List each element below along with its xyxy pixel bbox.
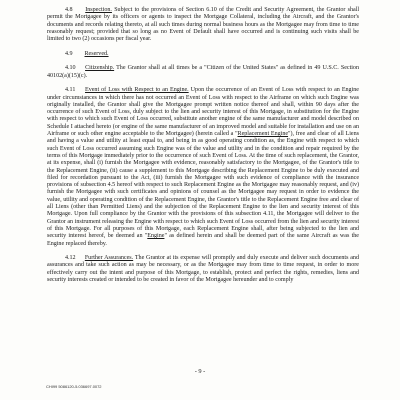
document-id: CHI99 5086120-5.036697.0072 bbox=[46, 384, 102, 389]
section-heading: Citizenship. bbox=[85, 65, 115, 72]
section-4-11: 4.11 Event of Loss with Respect to an Engine. Upon the occurrence of an Event of Loss with respect to an Engine under circumstances in which there has not occurred an Event of Loss with respect to the Airframe on which such Engine was originally installed, the Grantor shall give the Mortgagee prompt written notice thereof and shall, within 90 days after the occurrence of such Event of Loss, duly subject to the lien and security interest of this Mortgage, in substitution for the Engine with respect to which such Event of Loss occurred, substitute another engine of the same manufacturer and model described on Schedule I attached hereto (or engine of the same manufacturer of an improved model and suitable for installation and use on an Airframe or such other engine acceptable to the Mortgagee) (herein called a "Replacement Engine"), free and clear of all Liens and having a value and utility at least equal to, and being in as good operating condition as, the Engine with respect to which such Event of Loss occurred assuming such Engine was of the value and utility and in the condition and repair required by the terms of this Mortgage immediately prior to the occurrence of such Event of Loss. At the time of such replacement, the Grantor, at its expense, shall (i) furnish the Mortgagee with evidence, reasonably satisfactory to the Mortgagee, of the Grantor's title to the Replacement Engine, (ii) cause a supplement to this Mortgage describing the Replacement Engine to be duly executed and filed for recordation pursuant to the Act, (iii) furnish the Mortgagee with such evidence of compliance with the insurance provisions of subsection 4.5 hereof with respect to such Replacement Engine as the Mortgagee may reasonably request, and (iv) furnish the Mortgagee with such certificates and opinions of counsel as the Mortgagee may request in order to evidence the value, utility and operating condition of the Replacement Engine, the Grantor's title to the Replacement Engine free and clear of all Liens (other than Permitted Liens) and the subjection of the Replacement Engine to the lien and security interest of this Mortgage. Upon full compliance by the Grantor with the provisions of this subsection 4.11, the Mortgagee will deliver to the Grantor an instrument releasing the Engine with respect to which such Event of Loss occurred from the lien and security interest of this Mortgage. For all purposes of this Mortgage, each Replacement Engine shall, after being subjected to the lien and security interest hereof, be deemed an "Engine" as defined herein and shall be deemed part of the same Aircraft as was the Engine replaced thereby. bbox=[47, 87, 359, 247]
section-text: The Grantor shall at all times be a "Citizen of the United States" as defined in 49 U.S.C. Section 40102(a)(15)(c). bbox=[47, 65, 359, 79]
section-heading: Further Assurances. bbox=[84, 255, 134, 262]
section-4-8 bbox=[47, 7, 359, 43]
section-number: 4.9 bbox=[65, 50, 73, 57]
section-heading: Event of Loss with Respect to an Engine. bbox=[85, 87, 189, 94]
section-text: " as defined herein and shall be deemed part of the same Aircraft as was the Engine replaced thereby. bbox=[47, 233, 359, 247]
section-text: Upon the occurrence of an Event of Loss with respect to an Engine under circumstances in which there has not occurred an Event of Loss with respect to the Airframe on which such Engine was originally installed, the Grantor shall give the Mortgagee prompt written notice thereof and shall, within 90 days after the occurrence of such Event of Loss, duly subject to the lien and security interest of this Mortgage, in substitution for the Engine with respect to which such Event of Loss occurred, substitute another engine of the same manufacturer and model described on Schedule I attached hereto (or engine of the same manufacturer of an improved model and suitable for installation and use on an Airframe or such other engine acceptable to the Mortgagee) (herein called a bbox=[47, 87, 359, 138]
section-text: Subject to the provisions of Section 6.10 of the Credit and Security Agreement, the Grantor shall permit the Mortgagee by its officers or agents to inspect the Mortgage Collateral, including the Aircraft, and the Grantor's documents and records relating thereto, at all such times during normal business hours as the Mortgagee may from time to time reasonably request; provided that so long as no Event of Default shall have occurred and is continuing such visits shall be limited to two (2) occasions per fiscal year. bbox=[47, 7, 359, 43]
defined-term: Engine bbox=[147, 233, 165, 240]
section-number: 4.8 bbox=[65, 7, 73, 13]
section-heading: Inspection. bbox=[85, 7, 112, 13]
section-heading: Reserved. bbox=[84, 50, 109, 57]
section-4-10 bbox=[47, 65, 359, 80]
section-number: 4.11 bbox=[65, 87, 76, 94]
page-number: - 9 - bbox=[194, 368, 206, 375]
section-number: 4.10 bbox=[65, 65, 76, 72]
section-number: 4.12 bbox=[65, 255, 76, 262]
section-text: "), free and clear of all Liens and having a value and utility at least equal to, and being in as good operating condition as, the Engine with respect to which such Event of Loss occurred assuming such Engine was of the value and utility and in the condition and repair required by the terms of this Mortgage immediately prior to the occurrence of such Event of Loss. At the time of such replacement, the Grantor, at its expense, shall (i) furnish the Mortgagee with evidence, reasonably satisfactory to the Mortgagee, of the Grantor's title to the Replacement Engine, (ii) cause a supplement to this Mortgage describing the Replacement Engine to be duly executed and filed for recordation pursuant to the Act, (iii) furnish the Mortgagee with such evidence of compliance with the insurance provisions of subsection 4.5 hereof with respect to such Replacement Engine as the Mortgagee may reasonably request, and (iv) furnish the Mortgagee with such certificates and opinions of counsel as the Mortgagee may request in order to evidence the value, utility and operating condition of the Replacement Engine, the Grantor's title to the Replacement Engine free and clear of all Liens (other than Permitted Liens) and the subjection of the Replacement Engine to the lien and security interest of this Mortgage. Upon full compliance by the Grantor with the provisions of this subsection 4.11, the Mortgagee will deliver to the Grantor an instrument releasing the Engine with respect to which such Event of Loss occurred from the lien and security interest of this Mortgage. For all purposes of this Mortgage, each Replacement Engine shall, after being subjected to the lien and security interest hereof, be deemed an " bbox=[47, 131, 359, 240]
section-4-9 bbox=[47, 51, 359, 58]
section-4-12 bbox=[47, 255, 359, 284]
document-body bbox=[47, 7, 359, 292]
defined-term: Replacement Engine bbox=[237, 131, 289, 138]
section-text: The Grantor at its expense will promptly and duly execute and deliver such documents and assurances and take such action as may be necessary, or as the Mortgagee may from time to time request, in order to more effectively carry out the intent and purpose of this Mortgage, to establish, protect and perfect the rights, remedies, liens and security interests created or intended to be created in favor of the Mortgagee hereunder and to comply bbox=[47, 255, 359, 283]
